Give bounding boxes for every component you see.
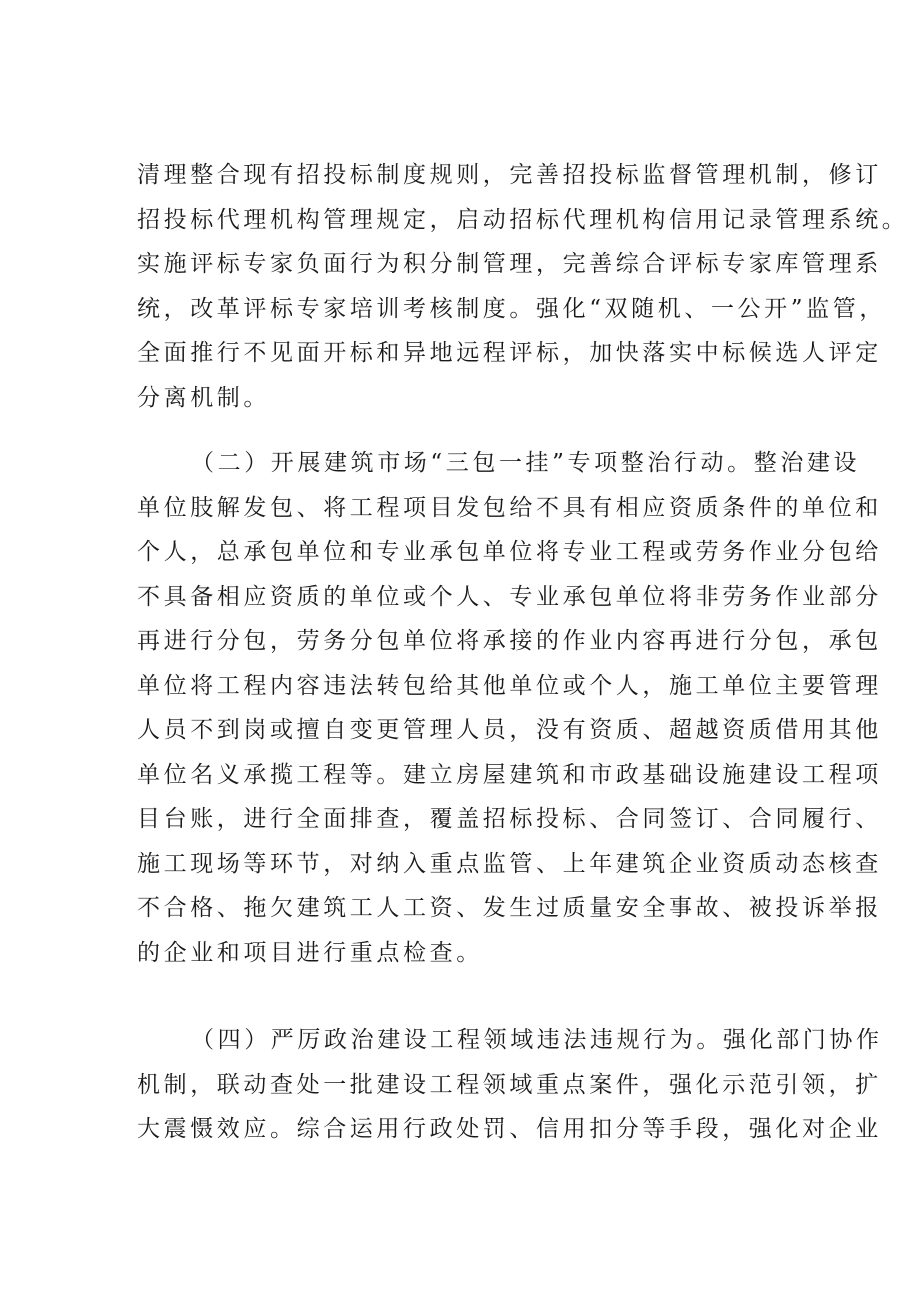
paragraph-line: 施工现场等环节，对纳入重点监管、上年建筑企业资质动态核查 <box>137 850 882 877</box>
paragraph-line: 人员不到岗或擅自变更管理人员，没有资质、超越资质借用其他 <box>137 717 882 743</box>
paragraph-line: 机制，联动查处一批建设工程领域重点案件，强化示范引领，扩 <box>137 1071 882 1098</box>
paragraph-line: 单位将工程内容违法转包给其他单位或个人，施工单位主要管理 <box>137 672 882 699</box>
paragraph-market-rectification <box>137 441 882 975</box>
paragraph-violation-crackdown <box>137 1018 883 1152</box>
paragraph-line: 单位肢解发包、将工程项目发包给不具有相应资质条件的单位和 <box>137 494 882 521</box>
paragraph-line: 分离机制。 <box>137 384 270 411</box>
paragraph-line: 目台账，进行全面排查，覆盖招标投标、合同签订、合同履行、 <box>137 806 882 832</box>
paragraph-bid-regulation <box>137 153 909 420</box>
paragraph-line: 大震慑效应。综合运用行政处罚、信用扣分等手段，强化对企业 <box>137 1116 882 1142</box>
paragraph-line: 招投标代理机构管理规定，启动招标代理机构信用记录管理系统。 <box>137 206 909 233</box>
paragraph-line: 单位名义承揽工程等。建立房屋建筑和市政基础设施建设工程项 <box>137 761 882 788</box>
paragraph-line: 全面推行不见面开标和异地远程评标，加快落实中标候选人评定 <box>137 340 882 366</box>
paragraph-line: 再进行分包，劳务分包单位将承接的作业内容再进行分包，承包 <box>137 628 882 654</box>
paragraph-line: （四）严厉政治建设工程领域违法违规行为。强化部门协作 <box>191 1027 883 1053</box>
paragraph-line: 不合格、拖欠建筑工人工资、发生过质量安全事故、被投诉举报 <box>137 895 882 921</box>
paragraph-line: 个人，总承包单位和专业承包单位将专业工程或劳务作业分包给 <box>137 539 882 565</box>
paragraph-line: 的企业和项目进行重点检查。 <box>137 939 483 966</box>
paragraph-line: 不具备相应资质的单位或个人、专业承包单位将非劳务作业部分 <box>137 583 882 610</box>
paragraph-line: 实施评标专家负面行为积分制管理，完善综合评标专家库管理系 <box>137 251 882 277</box>
paragraph-line: 清理整合现有招投标制度规则，完善招投标监督管理机制，修订 <box>137 162 882 188</box>
paragraph-line: （二）开展建筑市场“三包一挂”专项整治行动。整治建设 <box>191 450 861 476</box>
paragraph-line: 统，改革评标专家培训考核制度。强化“双随机、一公开”监管， <box>137 295 886 322</box>
